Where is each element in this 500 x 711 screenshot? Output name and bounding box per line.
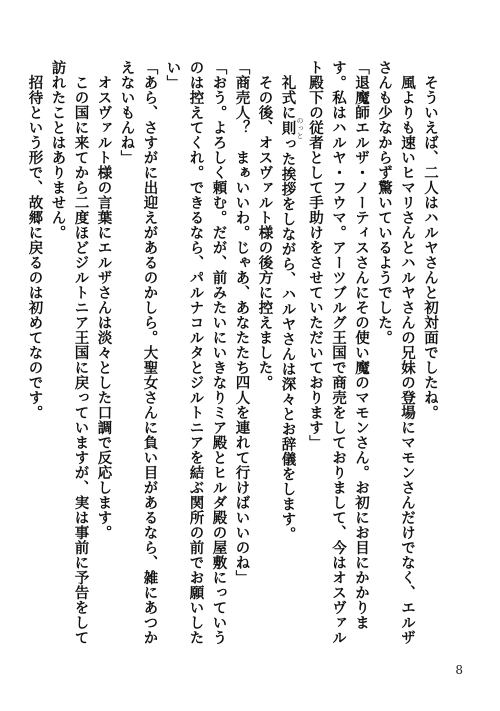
- paragraph: 「あら、さすがに出迎えがあるのかしら。大聖女さんに負い目があるなら、雑にあつかえないもんね」: [118, 60, 159, 645]
- paragraph: オスヴァルト様の言葉にエルザさんは淡々とした口調で反応します。: [95, 74, 113, 540]
- paragraph: 「おう。よろしく頼む。だが、前みたいにいきなりミア殿とヒルダ殿の屋敷にっていうのは控えてくれ。できるなら、パルナコルタとジルトニアを結ぶ関所の前でお願いしたい」: [164, 60, 228, 645]
- paragraph: そういえば、二人はハルヤさんと初対面でしたね。: [422, 74, 439, 420]
- paragraph: 「退魔師エルザ・ノーティスさんにその使い魔のマモンさん。お初にお目にかかります。私はハルヤ・フウマ。アーツブルグ王国で商売をしておりまして、今はオスヴァルト殿下の従者として手助けをさせていただいております」: [307, 60, 370, 645]
- paragraph: 招待という形で、故郷に戻るのは初めてなのです。: [26, 74, 44, 420]
- paragraph-text-after-ruby: った挨拶をしながら、ハルヤさんは深々とお辞儀をします。: [279, 136, 297, 541]
- ruby-base: 則: [279, 116, 297, 139]
- paragraph: 「商売人？ まぁいいわ。じゃあ、あなたたち四人を連れて行けばいいのね」: [233, 60, 251, 585]
- paragraph-text-before-ruby: 礼式に: [279, 74, 297, 120]
- paragraph: その後、オスヴァルト様の後方に控えました。: [256, 74, 274, 390]
- page-number: 8: [455, 663, 463, 677]
- paragraph-with-ruby: [277, 60, 305, 655]
- vertical-text-body: [26, 60, 442, 655]
- paragraph: この国に来てから二度ほどジルトニア王国に戻っていますが、実は事前に予告をして訪れたことはありません。: [49, 60, 90, 645]
- paragraph: 風よりも速いヒマリさんとハルヤさんの兄妹の登場にマモンさんだけでなく、エルザさんも少なからず驚いているようでした。: [376, 60, 416, 645]
- ruby-annotation: [279, 116, 304, 139]
- ruby-reading: のっと: [296, 116, 304, 139]
